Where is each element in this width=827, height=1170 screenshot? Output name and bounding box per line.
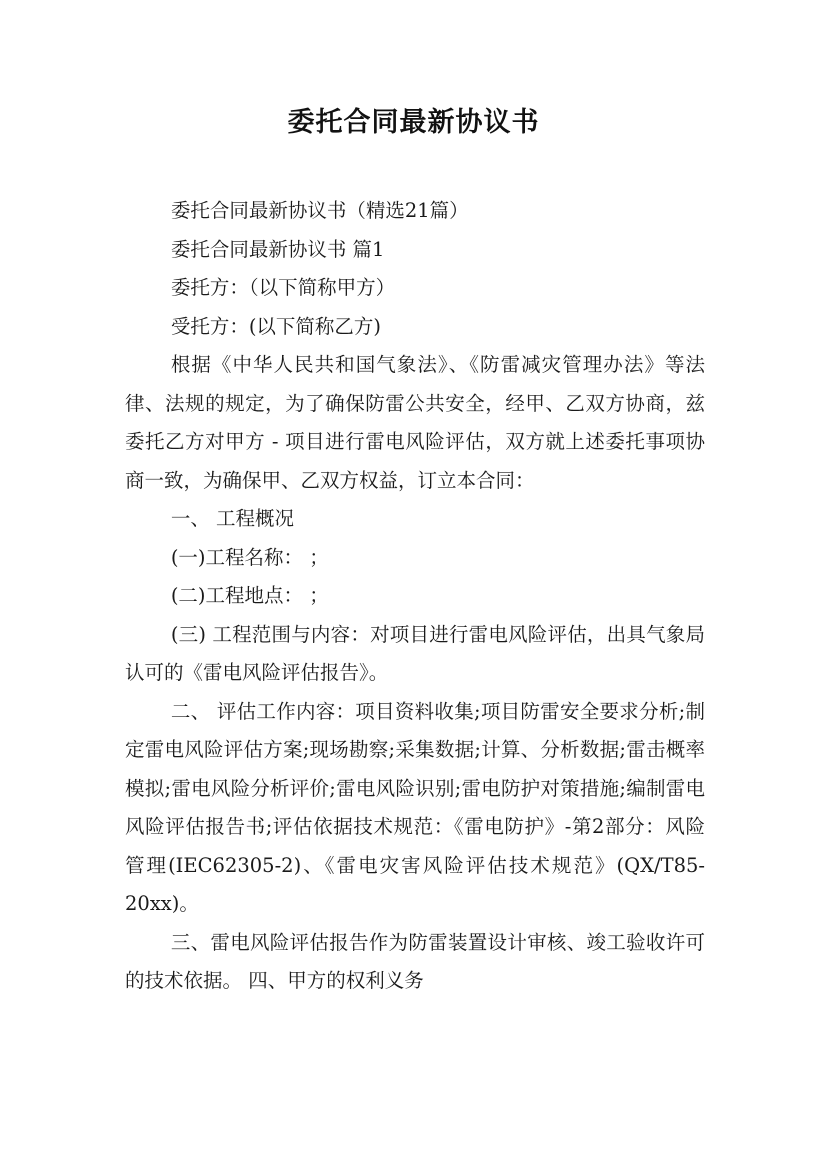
- paragraph-project-name: (一)工程名称： ；: [170, 545, 329, 569]
- paragraph-subtitle: 委托合同最新协议书（精选21篇）: [170, 199, 469, 222]
- paragraph-section-1-heading: 一、 工程概况: [170, 507, 295, 530]
- paragraph-contractor: 受托方：(以下简称乙方): [170, 314, 382, 338]
- document-title: 委托合同最新协议书: [287, 107, 540, 138]
- paragraph-section-2: 二、 评估工作内容：项目资料收集;项目防雷安全要求分析;制定雷电风险评估方案;现场勘察;采集数据;计算、分析数据;雷击概率模拟;雷电风险分析评价;雷电风险识别;雷电防护对策措施;编制雷电风险评估报告书;评估依据技术规范：《雷电防护》-第2部分：风险管理(IEC62305-2)、《雷电灾害风险评估技术规范》(QX/T85-20xx)。: [125, 699, 705, 915]
- paragraph-client: 委托方：（以下简称甲方）: [170, 276, 396, 299]
- paragraph-project-location: (二)工程地点： ；: [170, 584, 329, 607]
- paragraph-preamble: 根据《中华人民共和国气象法》、《防雷减灾管理办法》等法律、法规的规定，为了确保防雷公共安全，经甲、乙双方协商，兹委托乙方对甲方 - 项目进行雷电风险评估，双方就上述委托事项协商一致，为确保甲、乙双方权益，订立本合同：: [125, 353, 705, 492]
- paragraph-project-scope: (三) 工程范围与内容：对项目进行雷电风险评估，出具气象局认可的《雷电风险评估报告》。: [125, 622, 705, 684]
- document-body: [125, 192, 705, 1001]
- paragraph-section-3-4: 三、雷电风险评估报告作为防雷装置设计审核、竣工验收许可的技术依据。 四、甲方的权利义务: [125, 930, 705, 992]
- paragraph-chapter-heading: 委托合同最新协议书 篇1: [170, 237, 385, 261]
